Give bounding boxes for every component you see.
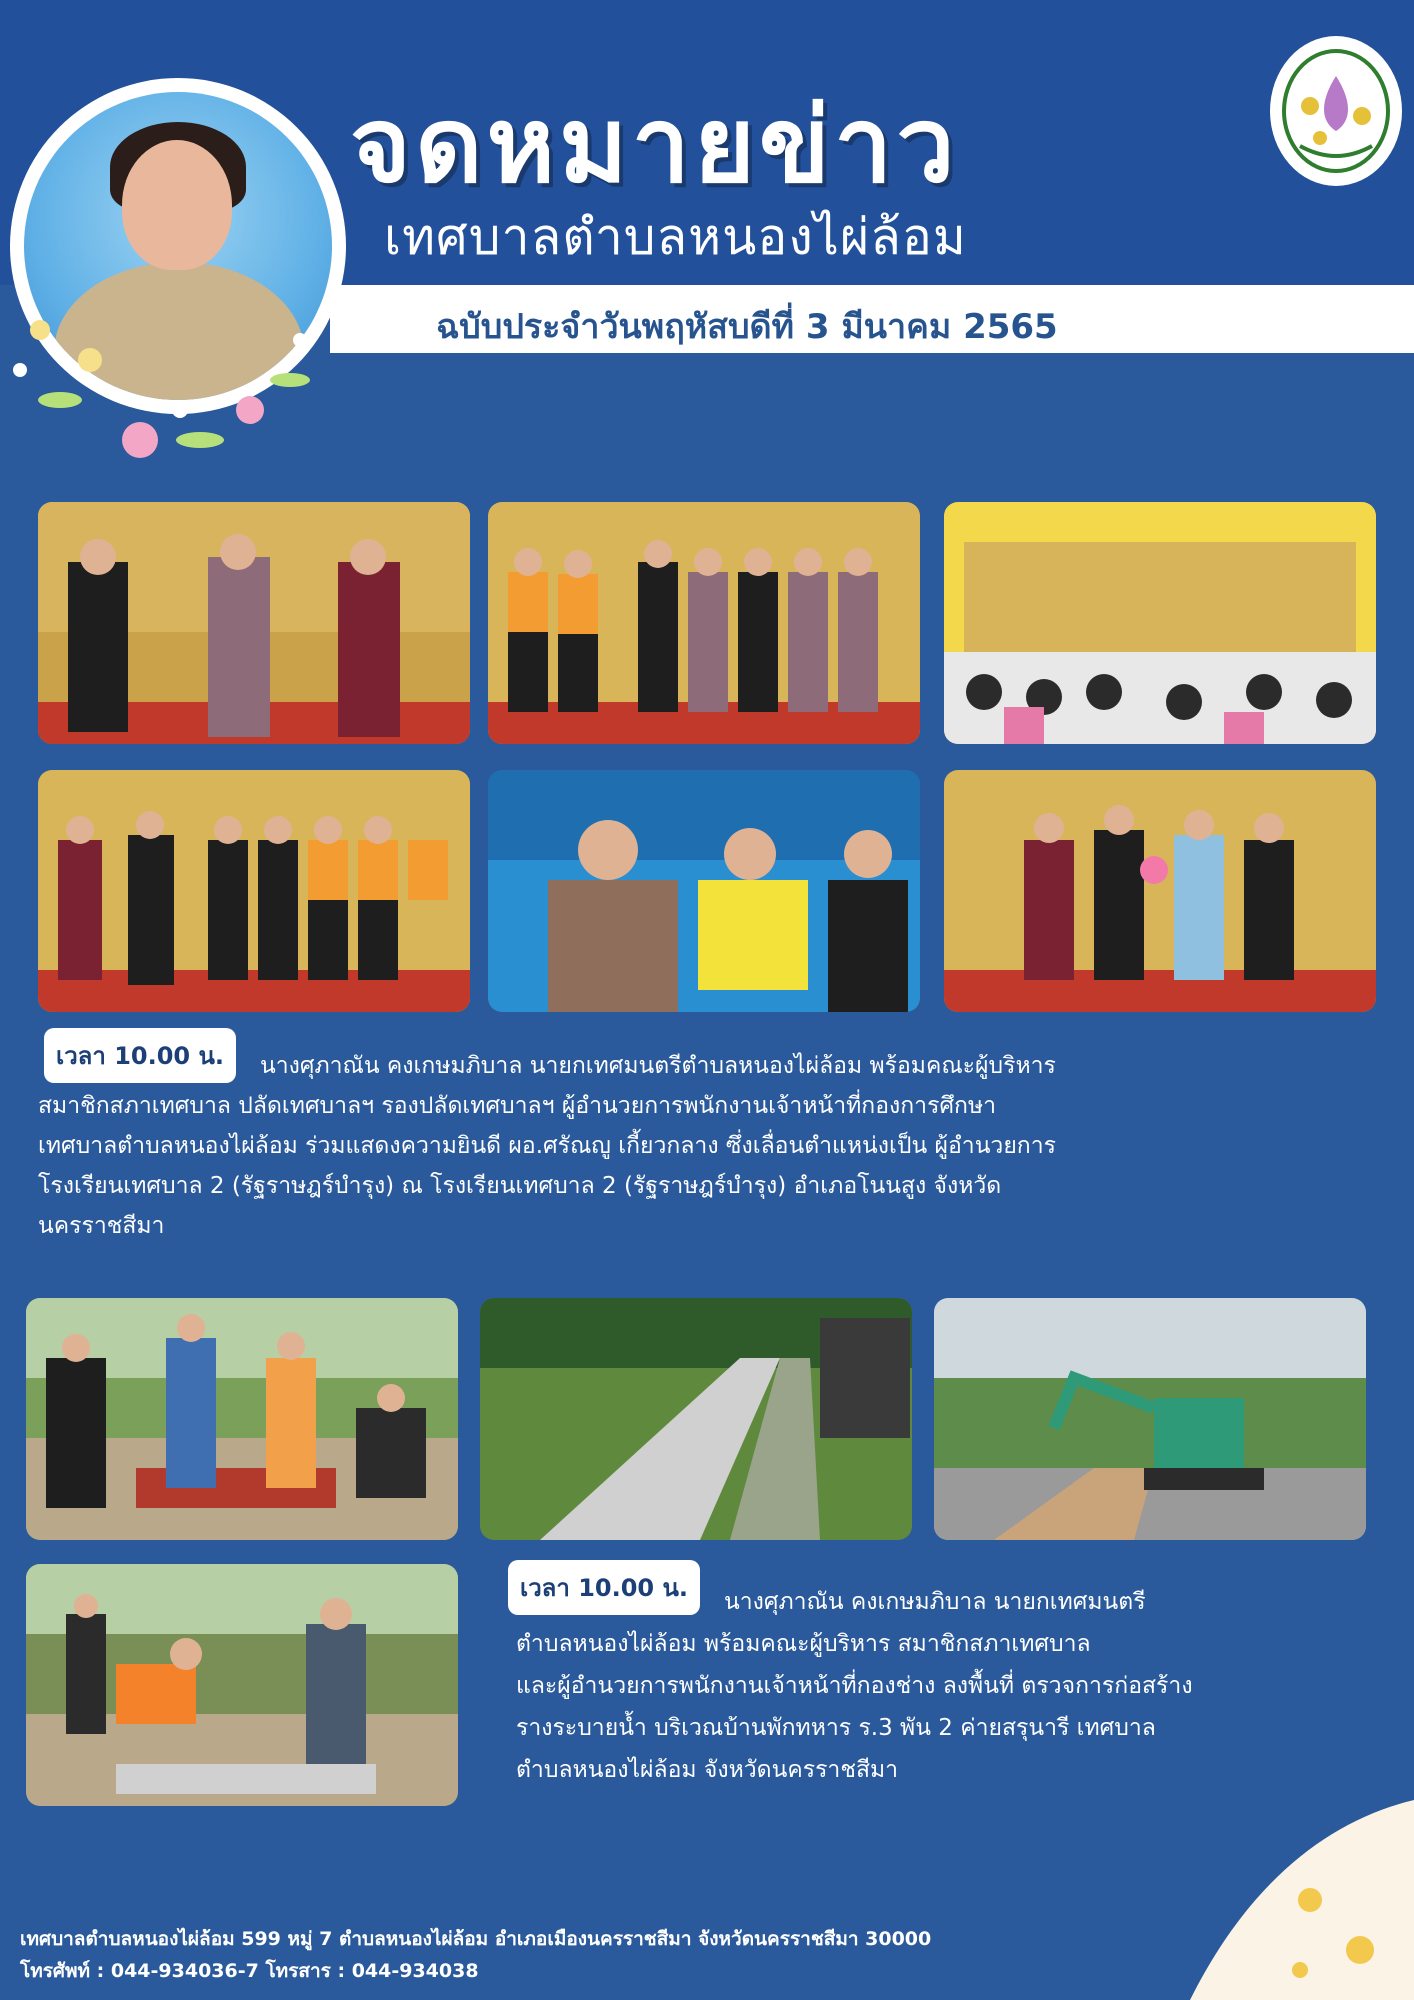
photo-flower-handover [944, 770, 1376, 1012]
section2-line-1: นางศุภาณัน คงเกษมภิบาล นายกเทศมนตรี [724, 1589, 1146, 1615]
section2-line-3: และผู้อำนวยการพนักงานเจ้าหน้าที่กองช่าง ลงพื้นที่ ตรวจการก่อสร้าง [516, 1673, 1193, 1699]
section2-line-2: ตำบลหนองไผ่ล้อม พร้อมคณะผู้บริหาร สมาชิกสภาเทศบาล [516, 1631, 1091, 1657]
section1-line-2: สมาชิกสภาเทศบาล ปลัดเทศบาลฯ รองปลัดเทศบาลฯ ผู้อำนวยการพนักงานเจ้าหน้าที่กองการศึกษา [38, 1093, 997, 1119]
date-banner [330, 285, 1414, 353]
photo-meeting-sofa [488, 770, 920, 1012]
photo-welcome-stage [38, 502, 470, 744]
flower-decoration [0, 290, 340, 470]
newsletter-title: จดหมายข่าว [350, 84, 959, 206]
section1-line-5: นครราชสีมา [38, 1213, 165, 1239]
section2-line-5: ตำบลหนองไผ่ล้อม จังหวัดนครราชสีมา [516, 1757, 899, 1783]
seal-icon [1280, 46, 1392, 176]
photo-ceremony-hall [944, 502, 1376, 744]
photo-measure-curb [26, 1564, 458, 1806]
municipality-logo [1270, 36, 1402, 186]
section1-line-3: เทศบาลตำบลหนองไผ่ล้อม ร่วมแสดงความยินดี ผอ.ศรัณญู เกี้ยวกลาง ซึ่งเลื่อนตำแหน่งเป็น ผู้อำนวยการ [38, 1133, 1056, 1159]
section1-line-4: โรงเรียนเทศบาล 2 (รัฐราษฎร์บำรุง) ณ โรงเรียนเทศบาล 2 (รัฐราษฎร์บำรุง) อำเภอโนนสูง จังหวัด [38, 1173, 1002, 1199]
photo-group-flowers [488, 502, 920, 744]
time-badge-1: เวลา 10.00 น. [44, 1028, 236, 1083]
footer-address: เทศบาลตำบลหนองไผ่ล้อม 599 หมู่ 7 ตำบลหนองไผ่ล้อม อำเภอเมืองนครราชสีมา จังหวัดนครราชสีมา 30000 [20, 1928, 932, 1950]
photo-group-orange [38, 770, 470, 1012]
section1-line-1: นางศุภาณัน คงเกษมภิบาล นายกเทศมนตรีตำบลหนองไผ่ล้อม พร้อมคณะผู้บริหาร [260, 1053, 1056, 1079]
time-badge-2: เวลา 10.00 น. [508, 1560, 700, 1615]
photo-drainage-channel [480, 1298, 912, 1540]
municipality-name: เทศบาลตำบลหนองไผ่ล้อม [384, 208, 967, 266]
footer-contact: โทรศัพท์ : 044-934036-7 โทรสาร : 044-934038 [20, 1960, 479, 1982]
issue-date: ฉบับประจำวันพฤหัสบดีที่ 3 มีนาคม 2565 [436, 307, 1058, 347]
photo-excavator [934, 1298, 1366, 1540]
section2-line-4: รางระบายน้ำ บริเวณบ้านพักทหาร ร.3 พัน 2 ค่ายสรุนารี เทศบาล [516, 1715, 1156, 1741]
photo-inspect-curb [26, 1298, 458, 1540]
corner-decoration [1130, 1800, 1414, 2000]
